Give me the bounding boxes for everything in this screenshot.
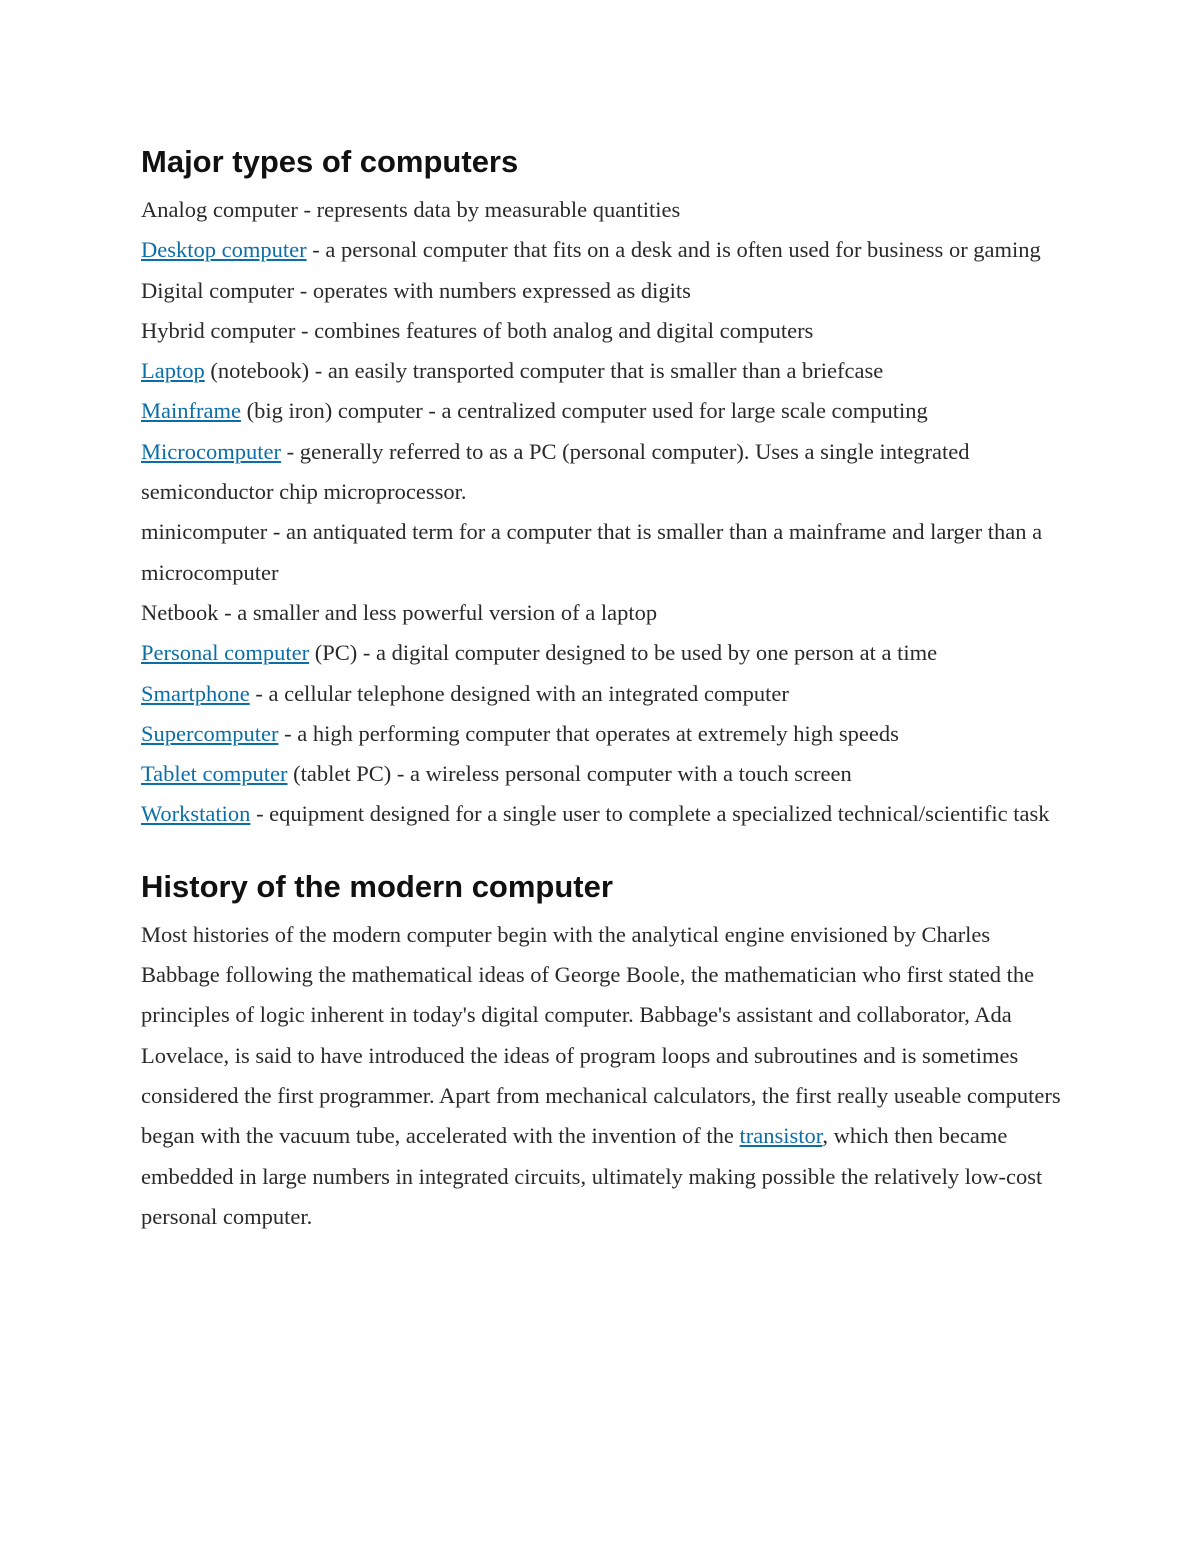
link-microcomputer[interactable]: Microcomputer [141,438,281,464]
link-tablet-computer[interactable]: Tablet computer [141,761,288,787]
list-item [141,633,1071,673]
description: (PC) - a digital computer designed to be used by one person at a time [309,640,938,666]
link-laptop[interactable]: Laptop [141,358,205,384]
description: - a smaller and less powerful version of a laptop [218,599,658,625]
term: Hybrid computer [141,317,296,343]
description: - a personal computer that fits on a desk and is often used for business or gaming [306,237,1041,263]
link-workstation[interactable]: Workstation [141,801,251,827]
link-smartphone[interactable]: Smartphone [141,680,250,706]
list-item [141,311,1071,351]
link-supercomputer[interactable]: Supercomputer [141,720,279,746]
term: Netbook [141,599,219,625]
link-transistor[interactable]: transistor [739,1123,823,1149]
link-personal-computer[interactable]: Personal computer [141,640,310,666]
list-item [141,754,1071,794]
description: - generally referred to as a PC (personal computer). Uses a single integrated semiconductor chip microprocessor. [141,438,970,505]
section-heading-history: History of the modern computer [141,868,613,904]
history-paragraph [141,915,1071,1237]
description: (notebook) - an easily transported computer that is smaller than a briefcase [204,358,884,384]
list-item [141,794,1071,834]
description: - operates with numbers expressed as digits [294,277,691,303]
description: (big iron) computer - a centralized computer used for large scale computing [240,398,928,424]
description: - a high performing computer that operates at extremely high speeds [278,720,899,746]
list-item [141,714,1071,754]
section-heading-types: Major types of computers [141,144,519,179]
term: minicomputer [141,519,268,545]
term: Digital computer [141,277,295,303]
description: - a cellular telephone designed with an integrated computer [249,680,789,706]
description: (tablet PC) - a wireless personal computer with a touch screen [287,761,852,787]
list-item [141,351,1071,391]
paragraph [141,915,1071,1237]
list-item [141,512,1071,593]
description: - combines features of both analog and digital computers [295,317,814,343]
description: - an antiquated term for a computer that is smaller than a mainframe and larger than a microcomputer [141,519,1043,585]
term: Analog computer [141,197,298,222]
list-item [141,432,1071,513]
description: - equipment designed for a single user to complete a specialized technical/scientific task [250,801,1050,827]
list-item [141,674,1071,714]
list-item [141,230,1071,270]
document-page [141,138,1071,1237]
paragraph-text: Most histories of the modern computer begin with the analytical engine envisioned by Charles Babbage following the mathematical ideas of George Boole, the mathematician who first stated the principles of logic inherent in today's digital computer. Babbage's assistant and collaborator, Ada Lovelace, is said to have introduced the ideas of program loops and subroutines and is sometimes considered the first programmer. Apart from mechanical calculators, the first really useable computers began with the vacuum tube, accelerated with the invention of the [141,921,1061,1149]
list-item [141,593,1071,633]
list-item [141,271,1071,311]
paragraph-text-end: , which then became embedded in large numbers in integrated circuits, ultimately making possible the relatively low-cost personal computer. [141,1123,1043,1229]
link-mainframe[interactable]: Mainframe [141,398,241,424]
list-item [141,391,1071,431]
description: - represents data by measurable quantities [297,197,681,222]
list-item [141,190,1071,230]
link-desktop-computer[interactable]: Desktop computer [141,237,307,263]
computer-types-list [141,190,1071,835]
